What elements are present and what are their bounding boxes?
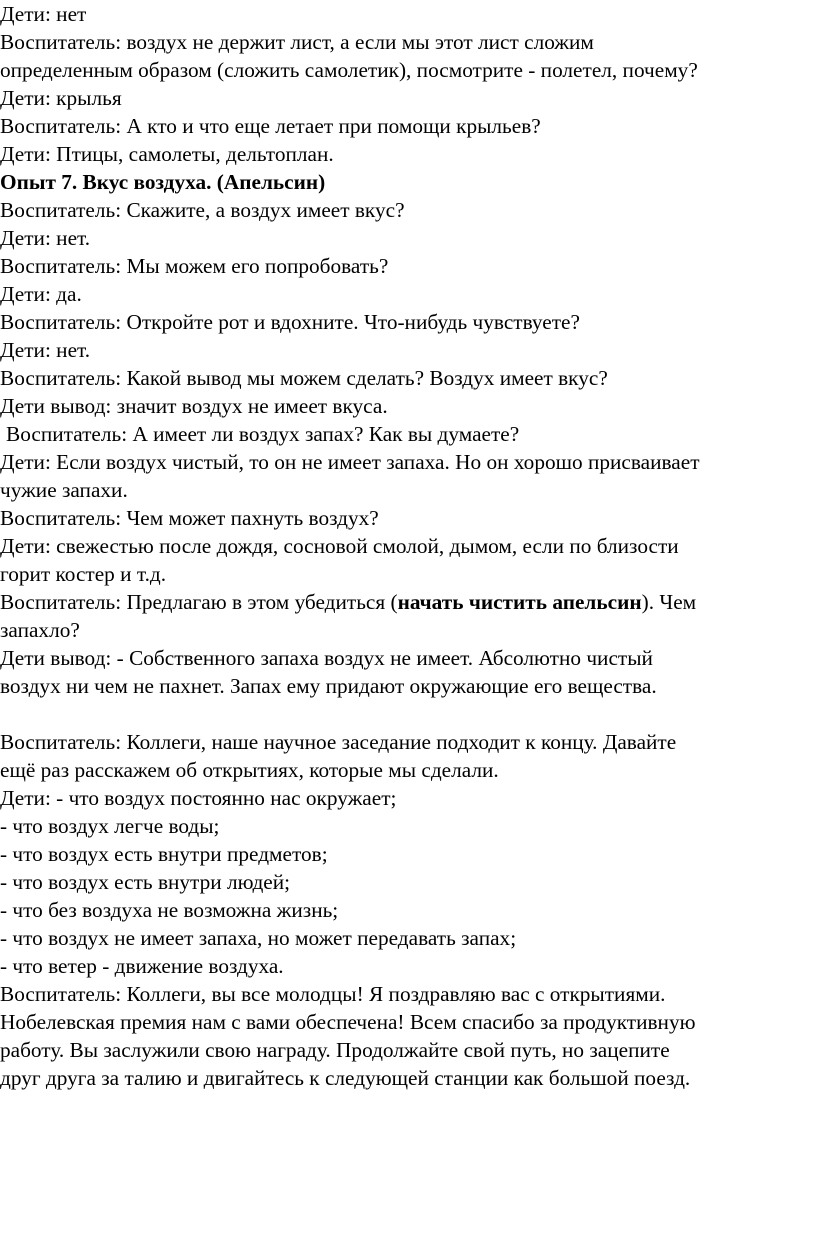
line-children-list-intro: Дети: - что воздух постоянно нас окружает; <box>0 786 397 810</box>
line-teacher-colleagues-1: Воспитатель: Коллеги, наше научное заседание подходит к концу. Давайте <box>0 730 677 754</box>
blank-line <box>0 700 816 728</box>
line-teacher-colleagues-2: ещё раз расскажем об открытиях, которые мы сделали. <box>0 758 499 782</box>
line-children-no-3: Дети: нет. <box>0 338 91 362</box>
orange-text-b: ). Чем <box>641 590 697 614</box>
line-teacher-orange <box>0 588 816 616</box>
line-children-clean-air-1: Дети: Если воздух чистый, то он не имеет запаха. Но он хорошо присваивает <box>0 450 700 474</box>
line-children-wings: Дети: крылья <box>0 86 122 110</box>
line-children-yes: Дети: да. <box>0 282 82 306</box>
line-teacher-final-4: друг друга за талию и двигайтесь к следующей станции как большой поезд. <box>0 1066 691 1090</box>
line-children-freshness-1: Дети: свежестью после дождя, сосновой смолой, дымом, если по близости <box>0 534 679 558</box>
orange-action-bold: начать чистить апельсин <box>397 590 642 614</box>
line-teacher-final-1: Воспитатель: Коллеги, вы все молодцы! Я поздравляю вас с открытиями. <box>0 982 666 1006</box>
orange-text-a: Воспитатель: Предлагаю в этом убедиться ( <box>0 590 398 614</box>
list-item-inside-objects: - что воздух есть внутри предметов; <box>0 842 328 866</box>
list-item-no-smell: - что воздух не имеет запаха, но может передавать запах; <box>0 926 517 950</box>
line-teacher-final-3: работу. Вы заслужили свою награду. Продолжайте свой путь, но зацепите <box>0 1038 670 1062</box>
list-item-wind: - что ветер - движение воздуха. <box>0 954 284 978</box>
line-teacher-what-smell: Воспитатель: Чем может пахнуть воздух? <box>0 506 379 530</box>
line-teacher-final-2: Нобелевская премия нам с вами обеспечена! Всем спасибо за продуктивную <box>0 1010 696 1034</box>
line-teacher-smell: Воспитатель: А имеет ли воздух запах? Как вы думаете? <box>6 422 520 446</box>
list-item-inside-people: - что воздух есть внутри людей; <box>0 870 291 894</box>
line-children-no-2: Дети: нет. <box>0 226 91 250</box>
line-teacher-open-mouth: Воспитатель: Откройте рот и вдохните. Что-нибудь чувствуете? <box>0 310 580 334</box>
line-children-clean-air-2: чужие запахи. <box>0 478 128 502</box>
line-teacher-leaf-1: Воспитатель: воздух не держит лист, а если мы этот лист сложим <box>0 30 594 54</box>
line-teacher-taste: Воспитатель: Скажите, а воздух имеет вкус? <box>0 198 405 222</box>
line-teacher-who-flies: Воспитатель: А кто и что еще летает при помощи крыльев? <box>0 114 541 138</box>
line-teacher-conclusion: Воспитатель: Какой вывод мы можем сделать? Воздух имеет вкус? <box>0 366 608 390</box>
list-item-no-life: - что без воздуха не возможна жизнь; <box>0 898 339 922</box>
line-children-own-smell-1: Дети вывод: - Собственного запаха воздух не имеет. Абсолютно чистый <box>0 646 653 670</box>
line-teacher-try: Воспитатель: Мы можем его попробовать? <box>0 254 389 278</box>
line-children-own-smell-2: воздух ни чем не пахнет. Запах ему придают окружающие его вещества. <box>0 674 657 698</box>
line-children-conclusion-taste: Дети вывод: значит воздух не имеет вкуса. <box>0 394 388 418</box>
line-children-no: Дети: нет <box>0 2 87 26</box>
experiment-7-heading: Опыт 7. Вкус воздуха. (Апельсин) <box>0 170 326 194</box>
line-teacher-leaf-2: определенным образом (сложить самолетик), посмотрите - полетел, почему? <box>0 58 698 82</box>
line-teacher-orange-2: запахло? <box>0 618 80 642</box>
list-item-lighter: - что воздух легче воды; <box>0 814 220 838</box>
line-children-birds: Дети: Птицы, самолеты, дельтоплан. <box>0 142 334 166</box>
line-children-freshness-2: горит костер и т.д. <box>0 562 167 586</box>
